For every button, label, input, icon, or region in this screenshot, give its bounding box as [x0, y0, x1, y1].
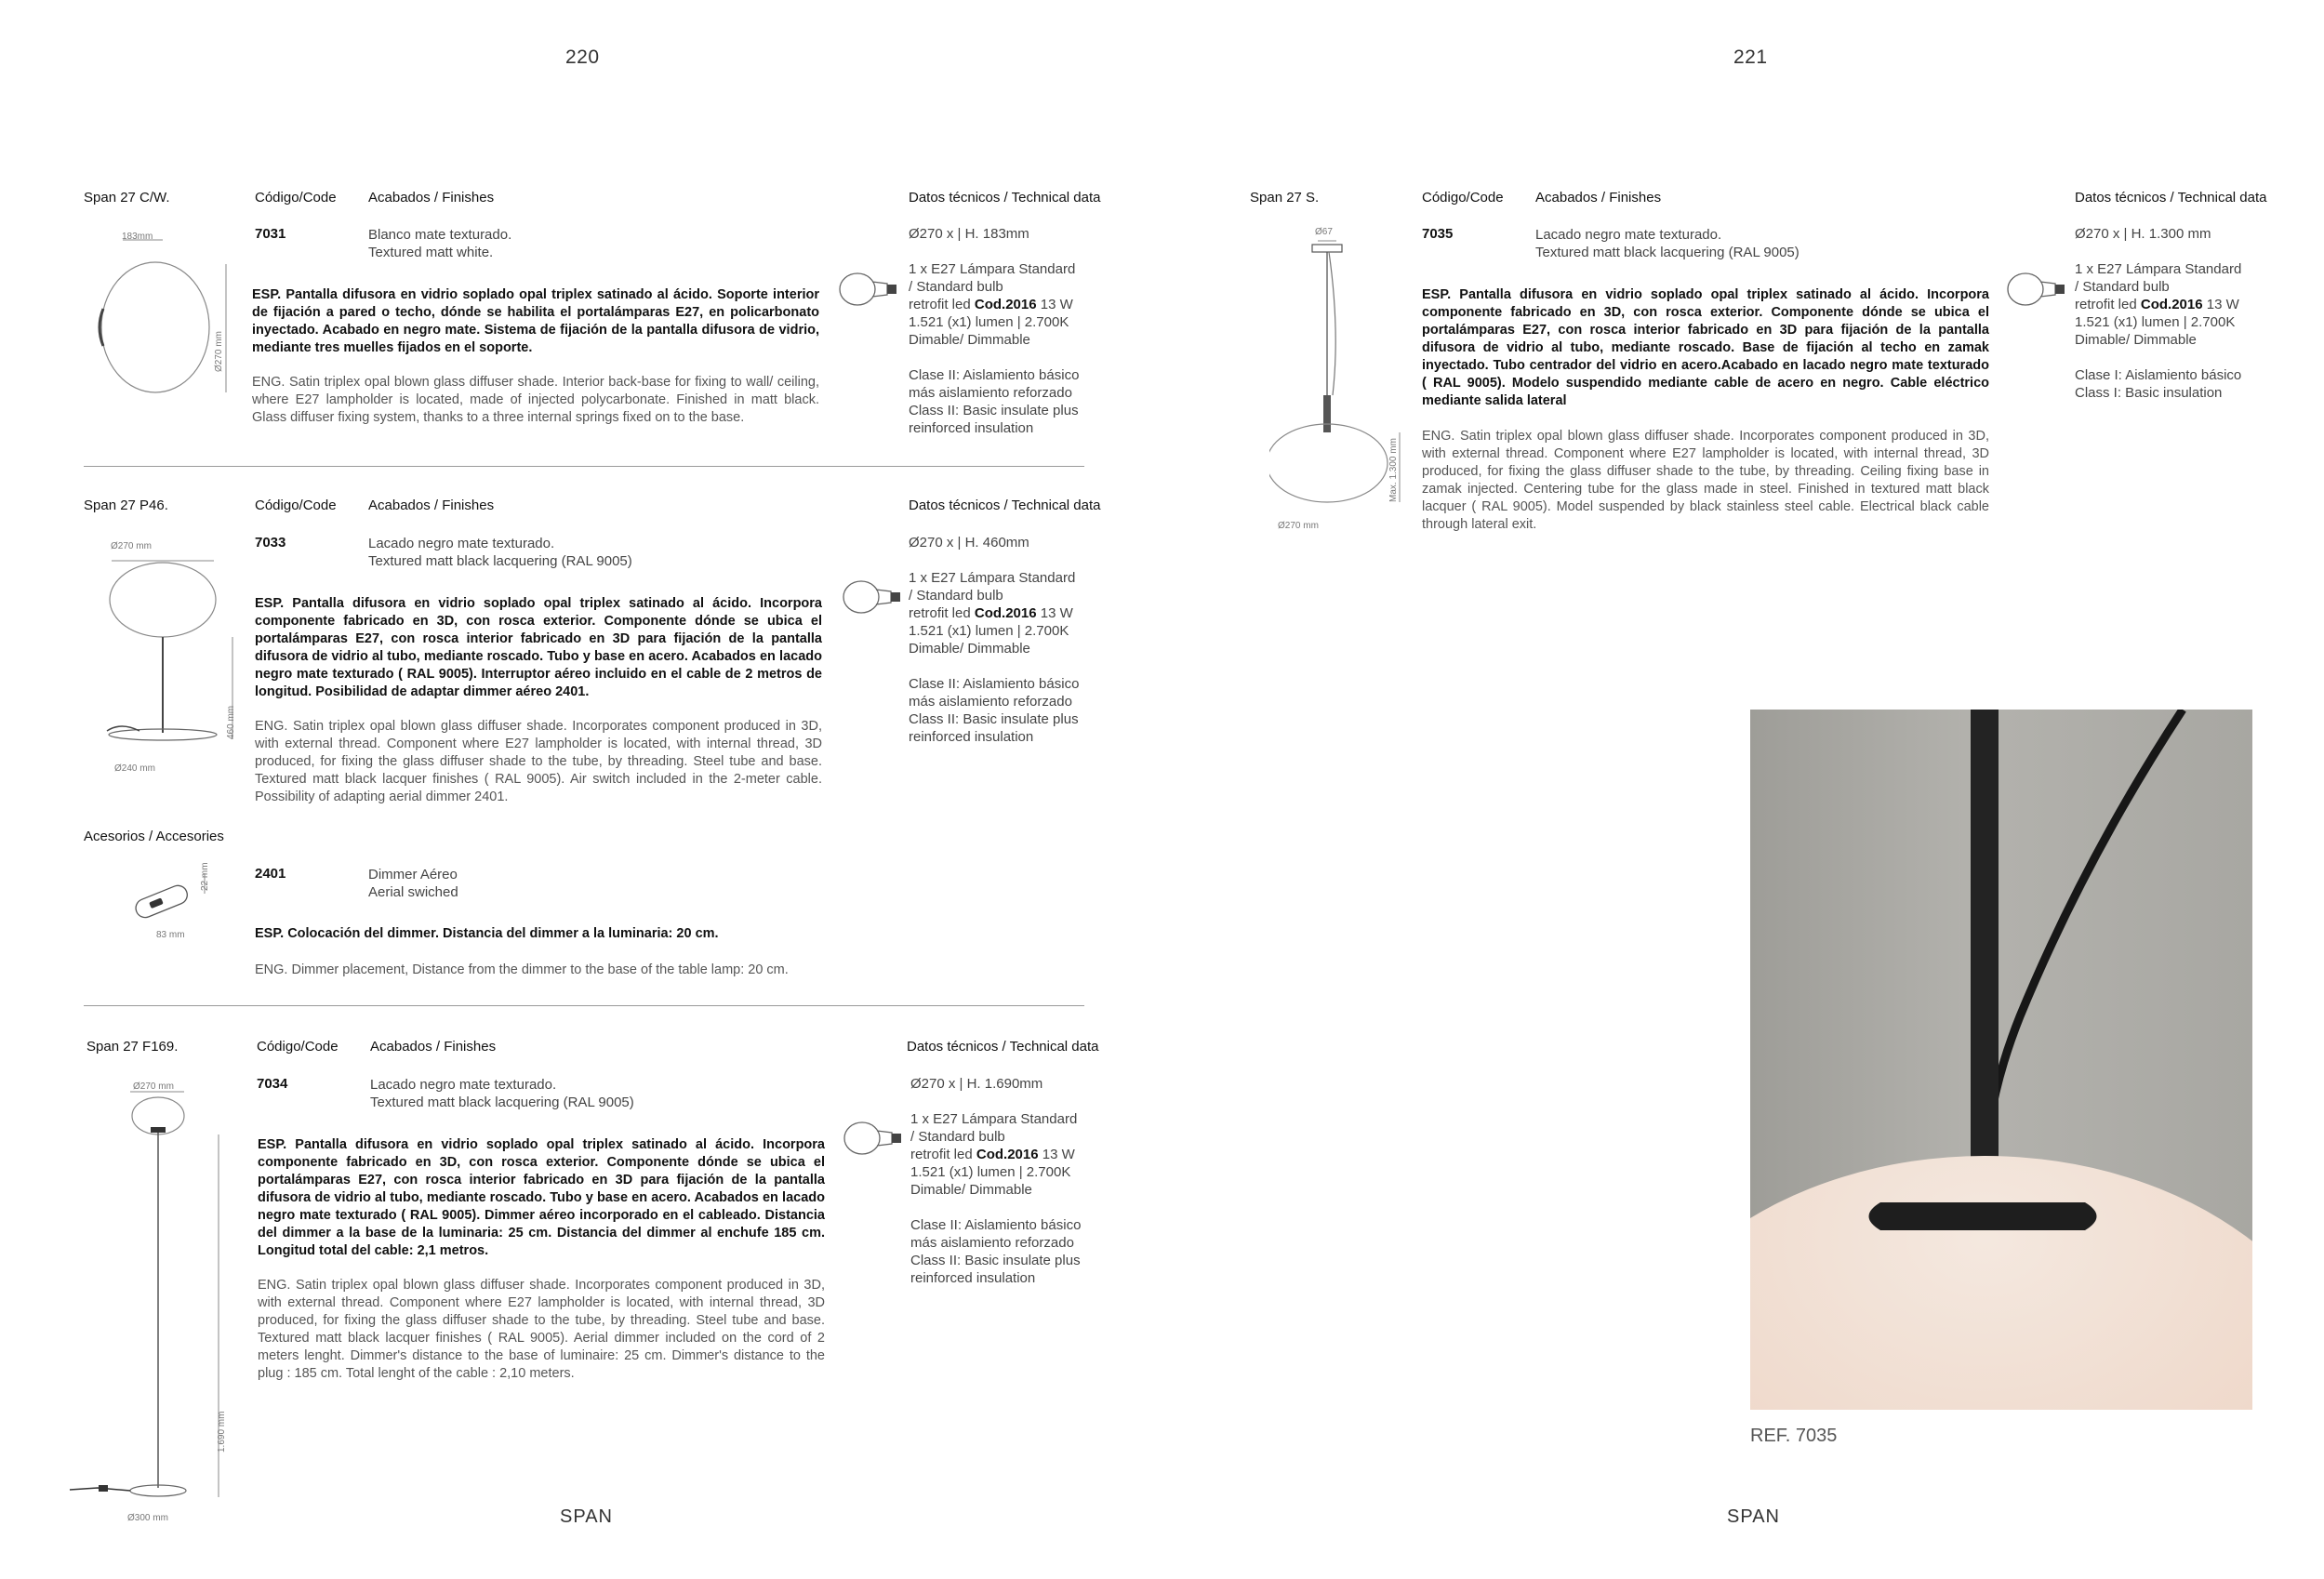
finishes-header-p46: Acabados / Finishes — [368, 498, 495, 513]
dim-height-cw: Ø270 mm — [214, 331, 224, 372]
accessories-title: Acesorios / Accesories — [84, 829, 224, 844]
finish-acc: Dimmer Aéreo Aerial swiched — [368, 867, 458, 900]
bulb-icon — [2003, 267, 2072, 312]
divider — [84, 1005, 1084, 1006]
product-code-cw: 7031 — [255, 226, 286, 242]
left-page-number: 220 — [565, 46, 600, 68]
finishes-header-cw: Acabados / Finishes — [368, 190, 495, 206]
dim-diameter-p46: Ø270 mm — [111, 541, 152, 551]
photo-caption: REF. 7035 — [1750, 1426, 1838, 1446]
pendant-photo-illustration — [1750, 710, 2252, 1410]
divider — [84, 466, 1084, 467]
dim-height-s: Max. 1.300 mm — [1388, 438, 1399, 502]
eng-description-f169: ENG. Satin triplex opal blown glass diffuser shade. Incorporates component produced in 3D, with external thread. Component where E27 lampholder is located, with internal thread, 3D produced, for fixing the glass diffuser shade to the tube, by threading. Steel tube and base. Textured matt black lacquer finishes ( RAL 9005). Aerial dimmer included on the cord of 2 meters lenght. Dimmer's distance to the base of luminaire: 25 cm. Dimmer's distance to the plug : 185 cm. Total lenght of the cable : 2,10 meters. — [258, 1278, 825, 1381]
esp-description-s: ESP. Pantalla difusora en vidrio soplado opal triplex satinado al ácido. Incorpora componente fabricado en 3D, con rosca exterior. Componente dónde se ubica el portalámparas E27, con rosca interior fabricado en 3D para fijación de la pantalla difusora de vidrio al tubo, mediante roscado. Base de fijación al techo en zamak inyectado. Tubo centrador del vidrio en acero.Acabado en lacado negro mate texturado ( RAL 9005). Modelo suspendido mediante cable de acero en negro. Cable eléctrico mediante salida lateral — [1422, 287, 1989, 408]
code-header-cw: Código/Code — [255, 190, 337, 206]
tech-data-p46: Ø270 x | H. 460mm 1 x E27 Lámpara Standard / Standard bulb retrofit led Cod.2016 13 W 1.521 (x1) lumen | 2.700K Dimable/ Dimmable Clase II: Aislamiento básico más aislamiento reforzado Class II: Basic insulate plus reinforced insulation — [909, 535, 1080, 745]
bulb-icon — [840, 1116, 909, 1161]
code-header-s: Código/Code — [1422, 190, 1504, 206]
dim-base-p46: Ø240 mm — [114, 763, 155, 774]
code-header-f169: Código/Code — [257, 1039, 339, 1055]
dim-height-f169: 1.690 mm — [217, 1411, 227, 1453]
dim-length-acc: 83 mm — [156, 930, 185, 940]
lamp-drawing-p46 — [93, 549, 242, 753]
product-name-f169: Span 27 F169. — [86, 1039, 179, 1055]
finish-s: Lacado negro mate texturado. Textured matt black lacquering (RAL 9005) — [1535, 227, 1799, 260]
tech-header-f169: Datos técnicos / Technical data — [907, 1039, 1099, 1055]
code-header-p46: Código/Code — [255, 498, 337, 513]
finishes-header-f169: Acabados / Finishes — [370, 1039, 497, 1055]
product-name-cw: Span 27 C/W. — [84, 190, 170, 206]
eng-description-s: ENG. Satin triplex opal blown glass diffuser shade. Incorporates component produced in 3D, with external thread. Component where E27 lampholder is located, with internal thread, 3D produced, for fixing the glass diffuser shade to the tube, by threading. Ceiling fixing base in zamak injected. Centering tube for the glass made in steel. Finished in textured matt black lacquer ( RAL 9005). Model suspended by black stainless steel cable. Electrical black cable through lateral exit. — [1422, 429, 1989, 532]
finish-f169: Lacado negro mate texturado. Textured matt black lacquering (RAL 9005) — [370, 1077, 634, 1110]
tech-data-s: Ø270 x | H. 1.300 mm 1 x E27 Lámpara Standard / Standard bulb retrofit led Cod.2016 13 W 1.521 (x1) lumen | 2.700K Dimable/ Dimmable Clase I: Aislamiento básico Class I: Basic insulation — [2075, 226, 2242, 401]
product-name-s: Span 27 S. — [1250, 190, 1320, 206]
tech-data-cw: Ø270 x | H. 183mm 1 x E27 Lámpara Standard / Standard bulb retrofit led Cod.2016 13 W 1.521 (x1) lumen | 2.700K Dimable/ Dimmable Clase II: Aislamiento básico más aislamiento reforzado Class II: Basic insulate plus reinforced insulation — [909, 226, 1080, 436]
right-page-number: 221 — [1733, 46, 1768, 68]
eng-description-p46: ENG. Satin triplex opal blown glass diffuser shade. Incorporates component produced in 3D, with external thread. Component where E27 lampholder is located, with internal thread, 3D produced, for fixing the glass diffuser shade to the tube, by threading. Steel tube and base. Textured matt black lacquer finishes ( RAL 9005). Air switch included in the 2-meter cable. Possibility of adapting aerial dimmer 2401. — [255, 719, 822, 804]
tech-data-f169: Ø270 x | H. 1.690mm 1 x E27 Lámpara Standard / Standard bulb retrofit led Cod.2016 13 W 1.521 (x1) lumen | 2.700K Dimable/ Dimmable Clase II: Aislamiento básico más aislamiento reforzado Class II: Basic insulate plus reinforced insulation — [910, 1076, 1082, 1286]
right-footer: SPAN — [1727, 1506, 1780, 1527]
dim-height-acc: 22 mm — [200, 862, 210, 891]
bulb-icon — [835, 267, 904, 312]
product-photo — [1750, 710, 2252, 1410]
product-code-acc: 2401 — [255, 866, 286, 882]
esp-description-acc: ESP. Colocación del dimmer. Distancia del dimmer a la luminaria: 20 cm. — [255, 926, 719, 941]
product-code-s: 7035 — [1422, 226, 1454, 242]
tech-header-s: Datos técnicos / Technical data — [2075, 190, 2267, 206]
esp-description-p46: ESP. Pantalla difusora en vidrio soplado opal triplex satinado al ácido. Incorpora componente fabricado en 3D, con rosca exterior. Componente dónde se ubica el portalámparas E27, con rosca interior fabricado en 3D para fijación de la pantalla difusora de vidrio al tubo, mediante roscado. Tubo y base en acero. Acabados en lacado negro mate texturado ( RAL 9005). Interruptor aéreo incluido en el cable de 2 metros de longitud. Posibilidad de adaptar dimmer aéreo 2401. — [255, 596, 822, 699]
dim-height-p46: 460 mm — [226, 705, 236, 739]
lamp-drawing-cw — [88, 227, 237, 413]
tech-header-p46: Datos técnicos / Technical data — [909, 498, 1101, 513]
dim-base-s: Ø67 — [1315, 227, 1333, 237]
finish-p46: Lacado negro mate texturado. Textured matt black lacquering (RAL 9005) — [368, 536, 632, 569]
esp-description-cw: ESP. Pantalla difusora en vidrio soplado opal triplex satinado al ácido. Soporte interior de fijación a pared o techo, dónde se habilita el portalámparas E27, en policarbonato inyectado. Acabado en negro mate. Sistema de fijación de la pantalla difusora de vidrio, mediante tres muelles fijados en el soporte. — [252, 287, 819, 355]
left-footer: SPAN — [560, 1506, 613, 1527]
eng-description-cw: ENG. Satin triplex opal blown glass diffuser shade. Interior back-base for fixing to wall/ ceiling, where E27 lampholder is located, made of injected polycarbonate. Finished in matt black. Glass diffuser fixing system, thanks to a three internal springs fixed on to the base. — [252, 375, 819, 425]
bulb-icon — [839, 575, 908, 619]
esp-description-f169: ESP. Pantalla difusora en vidrio soplado opal triplex satinado al ácido. Incorpora componente fabricado en 3D, con rosca exterior. Componente dónde se ubica el portalámparas E27, con rosca interior fabricado en 3D para fijación de la pantalla difusora de vidrio al tubo, mediante roscado. Tubo y base en acero. Acabados en lacado negro mate texturado ( RAL 9005). Dimmer aéreo incorporado en el cableado. Distancia del dimmer a la base de la luminaria: 25 cm. Distancia del dimmer al enchufe 185 cm. Longitud total del cable: 2,1 metros. — [258, 1137, 825, 1258]
lamp-drawing-f169 — [65, 1079, 232, 1506]
product-code-f169: 7034 — [257, 1076, 288, 1092]
finish-cw: Blanco mate texturado. Textured matt white. — [368, 227, 512, 260]
product-code-p46: 7033 — [255, 535, 286, 551]
eng-description-acc: ENG. Dimmer placement, Distance from the dimmer to the base of the table lamp: 20 cm. — [255, 962, 789, 977]
dim-width-cw: 183mm — [122, 232, 153, 242]
dim-diameter-f169: Ø270 mm — [133, 1081, 174, 1092]
finishes-header-s: Acabados / Finishes — [1535, 190, 1662, 206]
dim-base-f169: Ø300 mm — [127, 1513, 168, 1523]
product-name-p46: Span 27 P46. — [84, 498, 168, 513]
dim-diameter-s: Ø270 mm — [1278, 521, 1319, 531]
tech-header-cw: Datos técnicos / Technical data — [909, 190, 1101, 206]
